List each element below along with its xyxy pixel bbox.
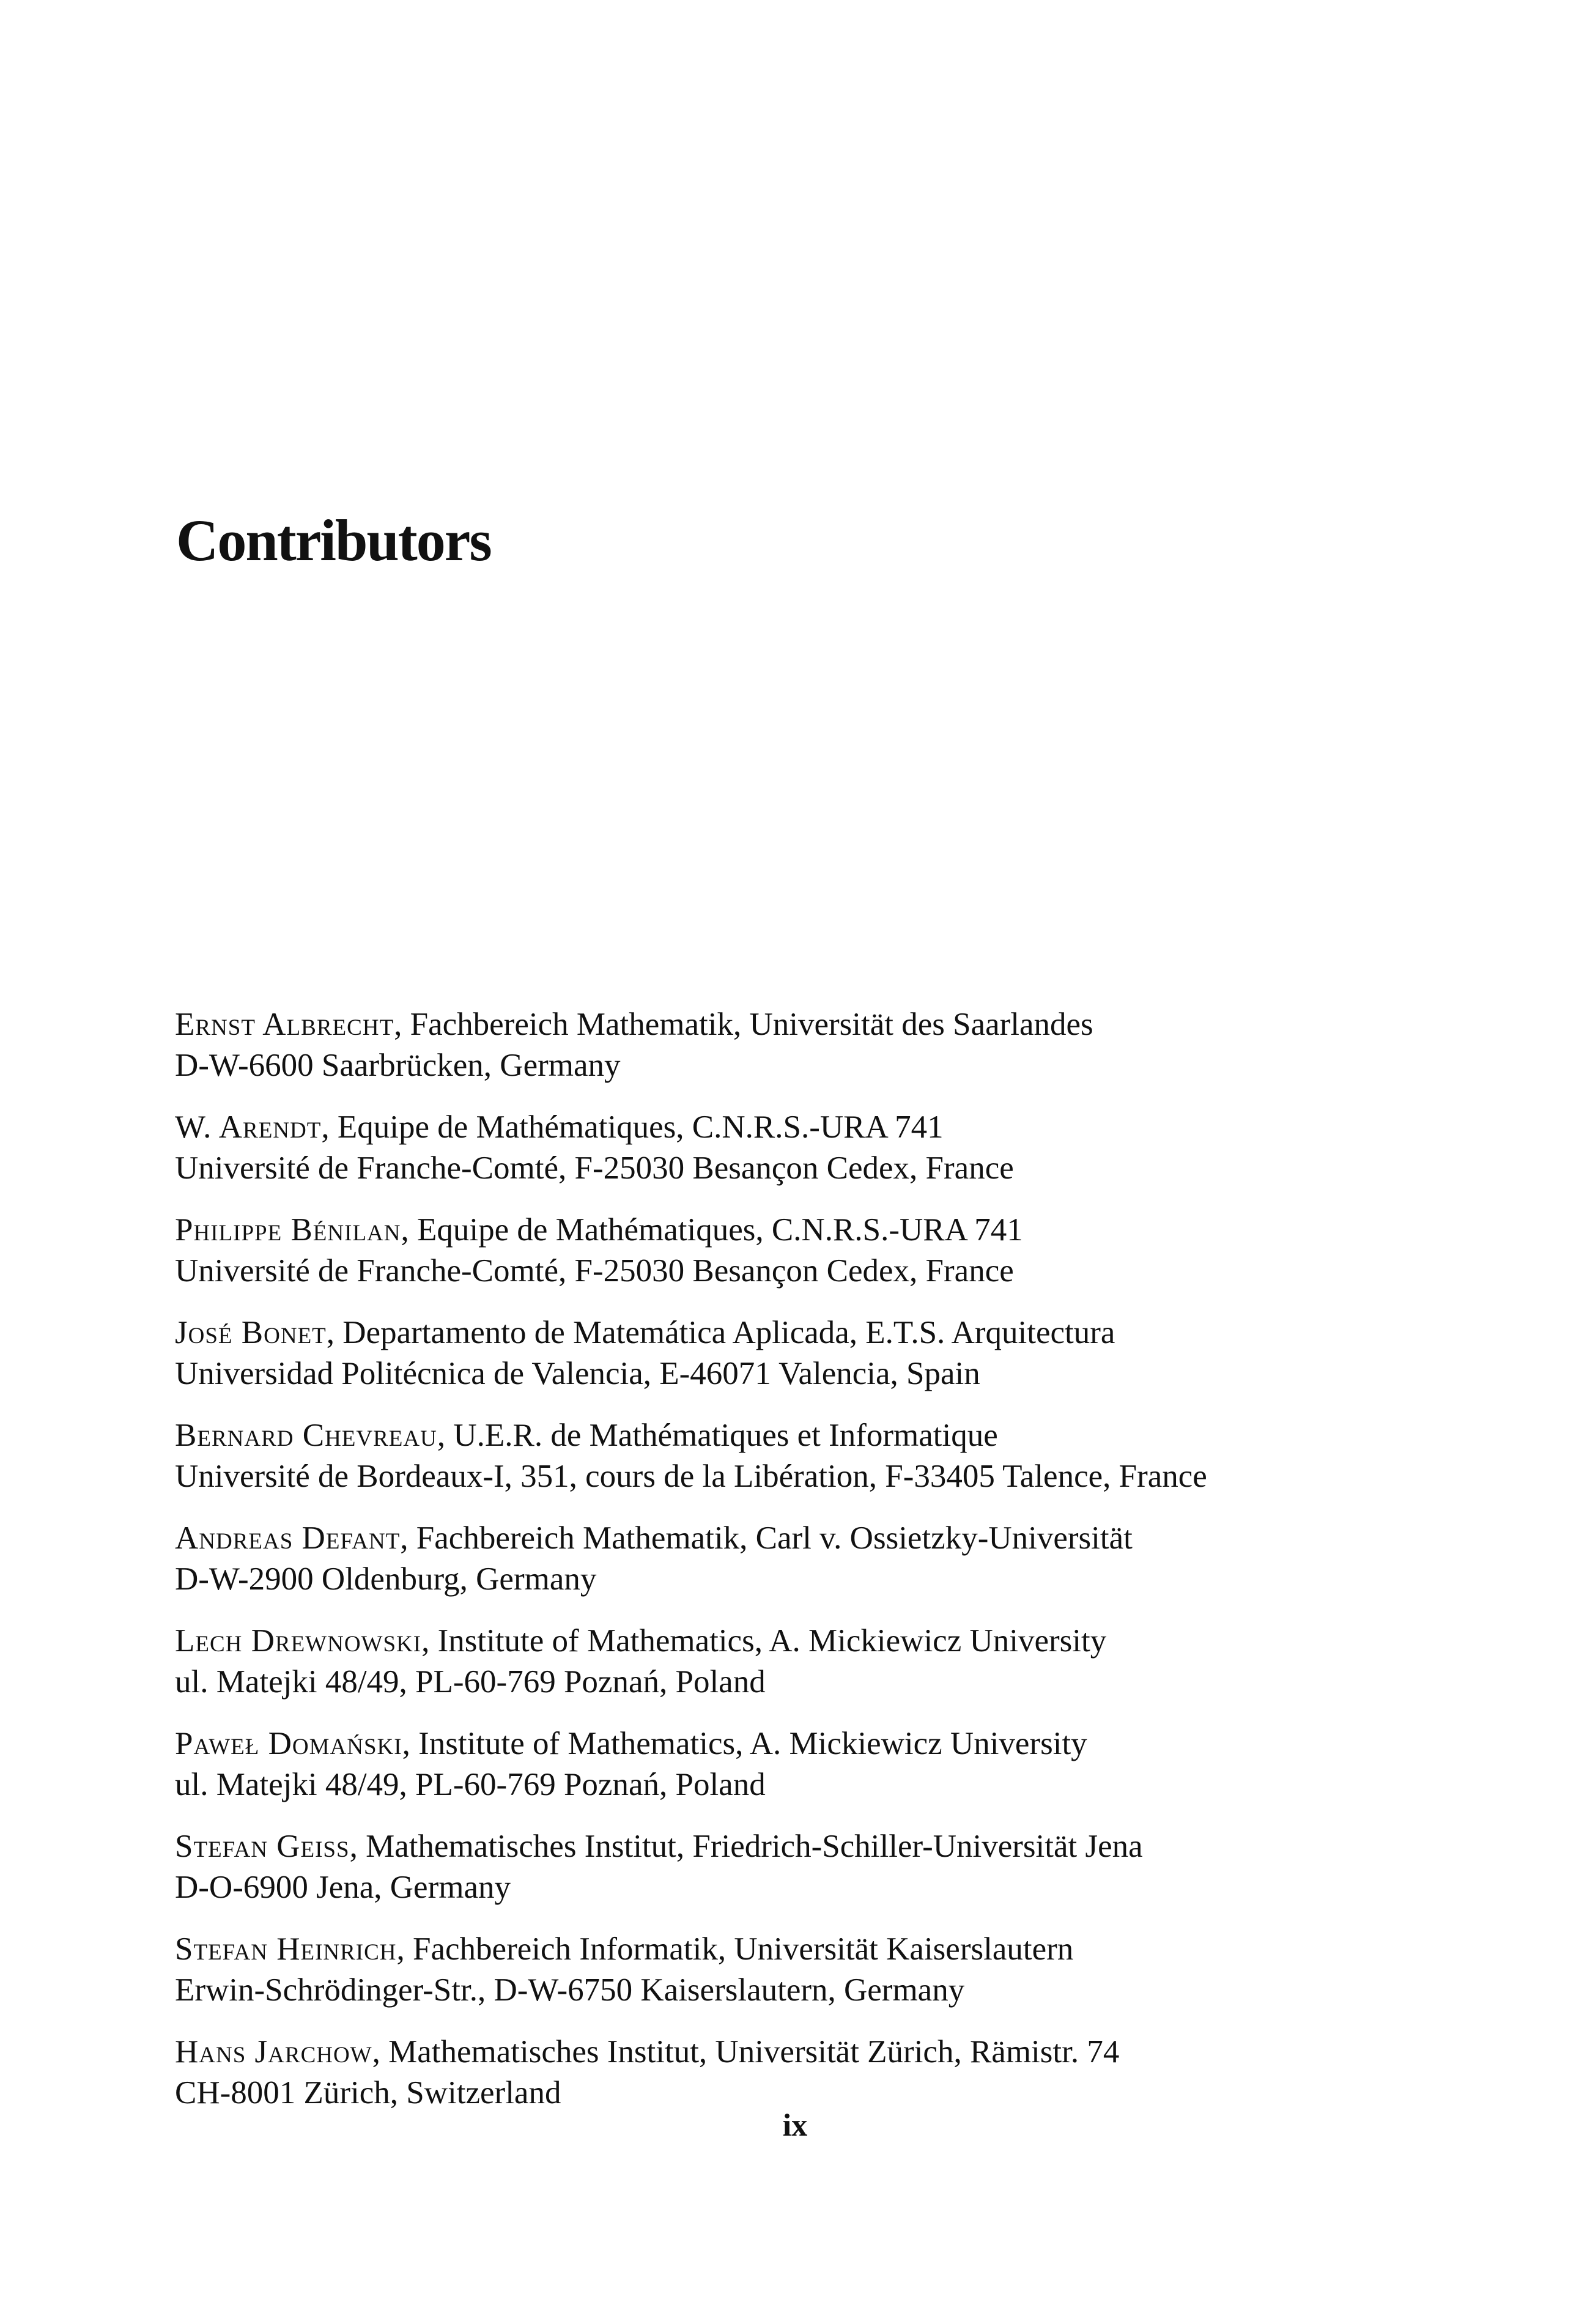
contributor-affiliation-line: [175, 1004, 1398, 1045]
contributor-address: CH-8001 Zürich, Switzerland: [175, 2075, 561, 2111]
contributor-affiliation: , Fachbereich Informatik, Universität Kaiserslautern: [396, 1931, 1074, 1967]
page-number: ix: [782, 2108, 808, 2143]
contributor-name: Bernard Chevreau: [175, 1418, 437, 1453]
contributor-address: ul. Matejki 48/49, PL-60-769 Poznań, Poland: [175, 1767, 766, 1802]
contributor-affiliation-line: [175, 1210, 1398, 1251]
contributor-entry: [175, 1415, 1398, 1497]
contributor-entry: [175, 1210, 1398, 1292]
contributor-affiliation: , Institute of Mathematics, A. Mickiewicz University: [402, 1726, 1087, 1761]
contributor-name: W. Arendt: [175, 1109, 322, 1145]
contributor-address: Universidad Politécnica de Valencia, E-46071 Valencia, Spain: [175, 1356, 980, 1391]
contributor-address: D-W-2900 Oldenburg, Germany: [175, 1561, 597, 1597]
contributor-entry: [175, 1929, 1398, 2011]
contributor-entry: [175, 1312, 1398, 1394]
contributor-affiliation: , Fachbereich Mathematik, Carl v. Ossietzky-Universität: [400, 1520, 1133, 1556]
contributor-affiliation: , Mathematisches Institut, Friedrich-Schiller-Universität Jena: [349, 1829, 1143, 1864]
contributor-affiliation-line: [175, 1518, 1398, 1559]
contributor-affiliation: , Equipe de Mathématiques, C.N.R.S.-URA 741: [321, 1109, 944, 1145]
contributor-list: [175, 1004, 1398, 2134]
contributor-entry: [175, 2032, 1398, 2114]
contributor-affiliation-line: [175, 1826, 1398, 1867]
contributor-entry: [175, 1621, 1398, 1703]
contributor-name: Stefan Geiss: [175, 1829, 350, 1864]
contributor-address: Université de Bordeaux-I, 351, cours de la Libération, F-33405 Talence, France: [175, 1459, 1207, 1494]
contributor-affiliation-line: [175, 1621, 1398, 1662]
contributor-affiliation: , Departamento de Matemática Aplicada, E.T.S. Arquitectura: [326, 1315, 1115, 1350]
contributor-address: Erwin-Schrödinger-Str., D-W-6750 Kaiserslautern, Germany: [175, 1972, 965, 2008]
contributor-name: Lech Drewnowski: [175, 1623, 422, 1659]
contributor-affiliation: , Mathematisches Institut, Universität Zürich, Rämistr. 74: [372, 2034, 1120, 2070]
contributor-entry: [175, 1107, 1398, 1189]
contributor-name: Stefan Heinrich: [175, 1931, 397, 1967]
contributor-name: Andreas Defant: [175, 1520, 401, 1556]
contributor-affiliation: , U.E.R. de Mathématiques et Informatique: [437, 1418, 998, 1453]
contributor-address: D-O-6900 Jena, Germany: [175, 1870, 511, 1905]
contributor-affiliation-line: [175, 1415, 1398, 1456]
contributor-name: Ernst Albrecht: [175, 1007, 394, 1042]
contributor-name: Paweł Domański: [175, 1726, 402, 1761]
contributor-affiliation-line: [175, 1107, 1398, 1148]
contributor-address: ul. Matejki 48/49, PL-60-769 Poznań, Poland: [175, 1664, 766, 1700]
contributor-entry: [175, 1826, 1398, 1908]
contributor-name: José Bonet: [175, 1315, 327, 1350]
contributor-affiliation-line: [175, 1312, 1398, 1353]
contributor-address: Université de Franche-Comté, F-25030 Besançon Cedex, France: [175, 1253, 1014, 1289]
contributor-affiliation: , Fachbereich Mathematik, Universität des Saarlandes: [394, 1007, 1093, 1042]
contributor-address: Université de Franche-Comté, F-25030 Besançon Cedex, France: [175, 1150, 1014, 1186]
contributor-affiliation-line: [175, 1723, 1398, 1764]
contributor-address: D-W-6600 Saarbrücken, Germany: [175, 1048, 621, 1083]
page-title: Contributors: [176, 508, 491, 573]
contributor-entry: [175, 1723, 1398, 1805]
contributor-affiliation: , Institute of Mathematics, A. Mickiewicz University: [421, 1623, 1107, 1659]
contributor-name: Philippe Bénilan: [175, 1212, 401, 1248]
contributor-entry: [175, 1518, 1398, 1600]
contributor-entry: [175, 1004, 1398, 1086]
contributor-affiliation: , Equipe de Mathématiques, C.N.R.S.-URA 741: [401, 1212, 1023, 1248]
contributor-name: Hans Jarchow: [175, 2034, 372, 2070]
contributor-affiliation-line: [175, 1929, 1398, 1970]
contributor-affiliation-line: [175, 2032, 1398, 2073]
